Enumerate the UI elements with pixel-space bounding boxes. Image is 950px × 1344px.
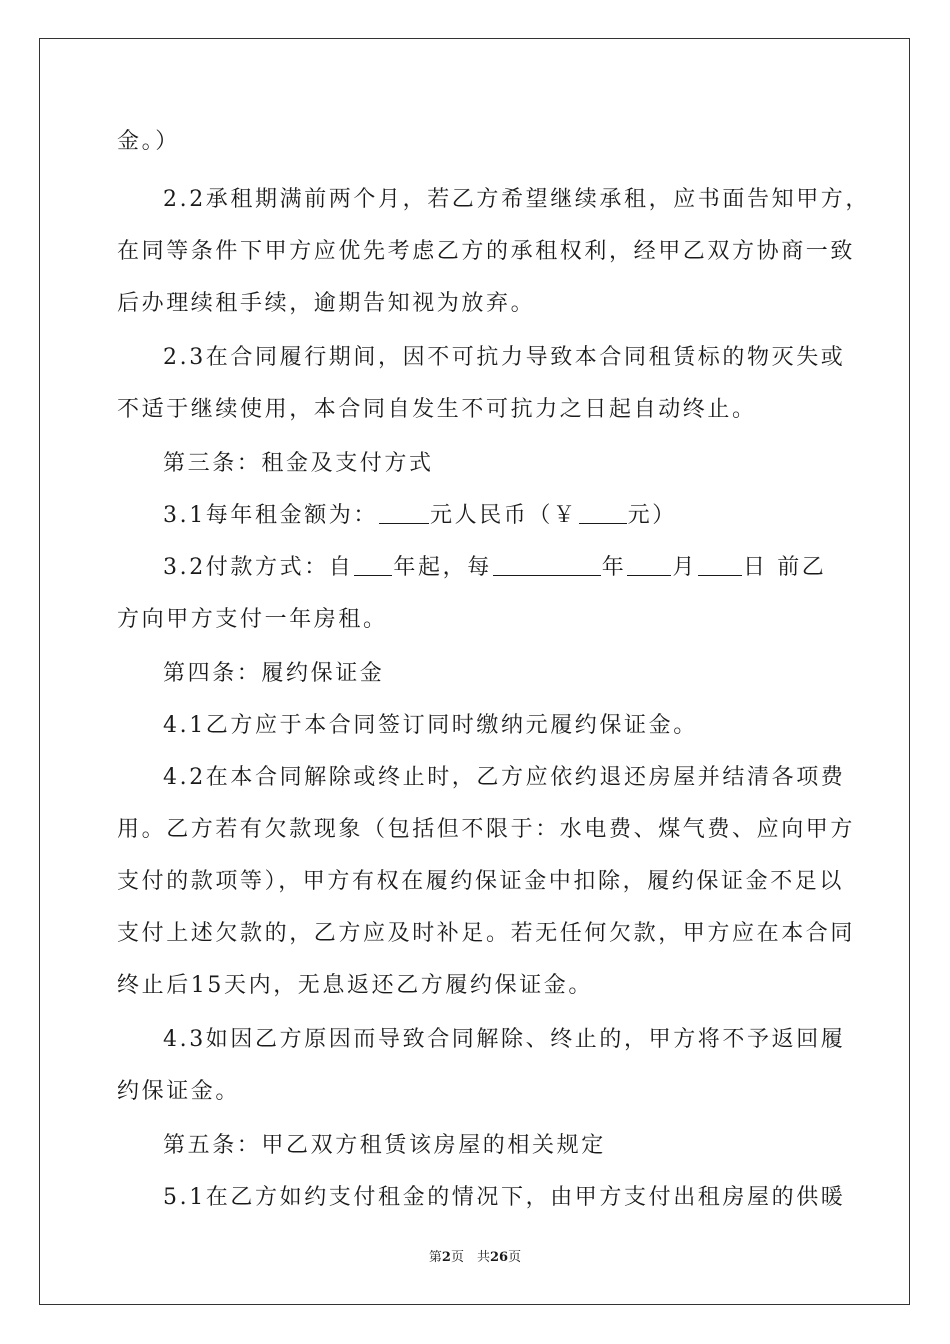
article-3-heading: 第三条：租金及支付方式 [163,451,434,476]
text-line: 在同等条件下甲方应优先考虑乙方的承租权利，经甲乙双方协商一致 [117,239,856,264]
text-line: 支付上述欠款的，乙方应及时补足。若无任何欠款，甲方应在本合同 [117,921,856,946]
clause-3-1 [163,500,677,532]
fill-blank [379,501,429,524]
text-span: 日 前乙 [743,555,827,580]
clause-2-3: 2.3在合同履行期间，因不可抗力导致本合同租赁标的物灭失或 [163,345,846,370]
fill-blank [698,553,742,576]
text-span: 月 [672,555,698,580]
text-span: 3.1每年租金额为： [163,503,378,528]
clause-4-1: 4.1乙方应于本合同签订同时缴纳元履约保证金。 [163,713,698,738]
text-span: 年起，每 [393,555,492,580]
text-line: 方向甲方支付一年房租。 [117,607,388,632]
fill-blank [493,553,601,576]
text-line: 用。乙方若有欠款现象（包括但不限于：水电费、煤气费、应向甲方 [117,817,856,842]
footer-mid: 页 共 [450,1250,490,1265]
total-pages: 26 [489,1250,509,1265]
text-span: 年 [601,555,627,580]
fill-blank [579,501,627,524]
text-line: 支付的款项等），甲方有权在履约保证金中扣除，履约保证金不足以 [117,869,845,894]
footer-prefix: 第 [428,1250,442,1265]
clause-4-2: 4.2在本合同解除或终止时，乙方应依约退还房屋并结清各项费 [163,765,846,790]
fill-blank [627,553,671,576]
article-5-heading: 第五条：甲乙双方租赁该房屋的相关规定 [163,1133,606,1158]
clause-4-3: 4.3如因乙方原因而导致合同解除、终止的，甲方将不予返回履 [163,1027,846,1052]
fill-blank [354,553,392,576]
article-4-heading: 第四条：履约保证金 [163,661,385,686]
text-line: 终止后15天内，无息返还乙方履约保证金。 [117,973,593,998]
text-line: 后办理续租手续，逾期告知视为放弃。 [117,291,536,316]
text-line: 金。） [117,129,180,154]
text-line: 约保证金。 [117,1079,241,1104]
text-line: 不适于继续使用，本合同自发生不可抗力之日起自动终止。 [117,397,757,422]
text-span: 元人民币（￥ [430,503,578,528]
clause-5-1: 5.1在乙方如约支付租金的情况下，由甲方支付出租房屋的供暖 [163,1185,846,1210]
clause-3-2 [163,552,826,584]
page-footer [0,1246,950,1265]
page-number: 2 [441,1250,451,1265]
footer-suffix: 页 [508,1250,522,1265]
text-span: 3.2付款方式：自 [163,555,354,580]
clause-2-2: 2.2承租期满前两个月，若乙方希望继续承租，应书面告知甲方， [163,187,870,212]
text-span: 元） [627,503,677,528]
